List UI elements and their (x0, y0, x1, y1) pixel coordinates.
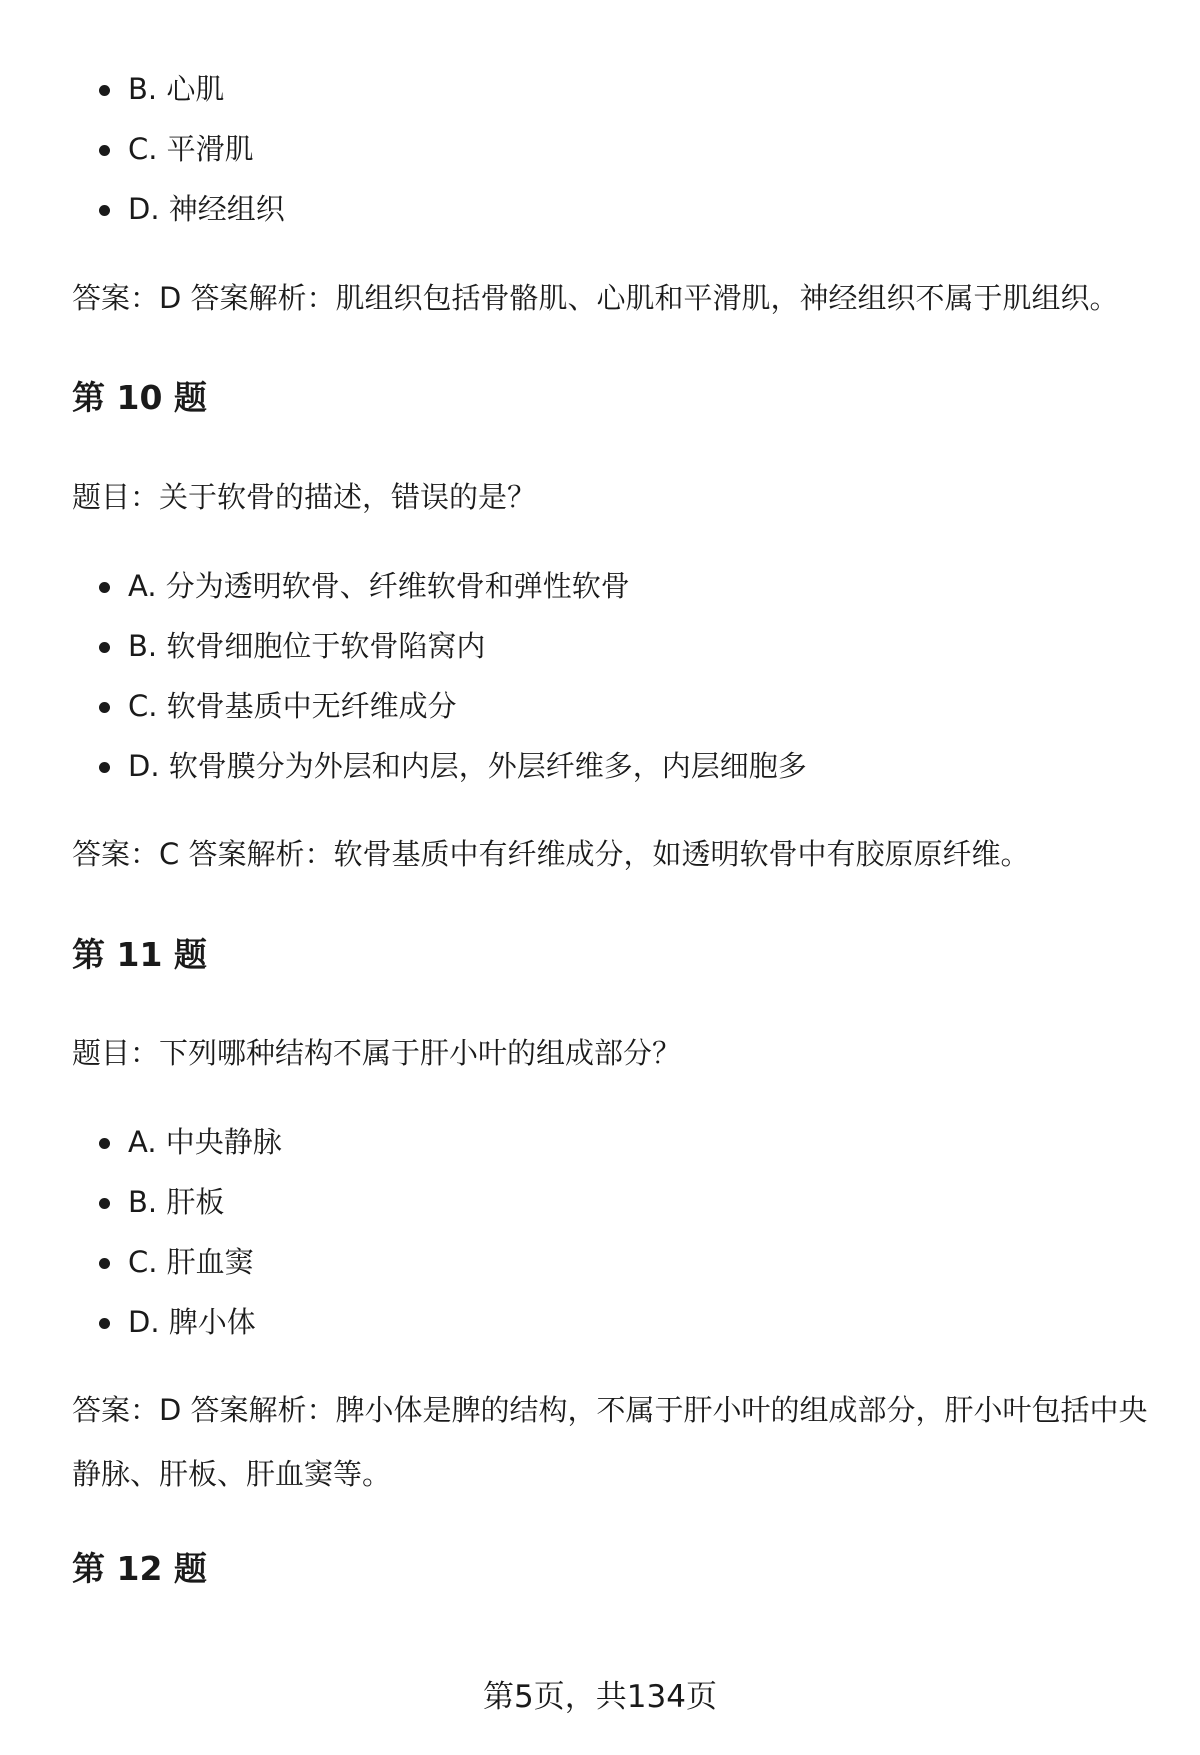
option-item: C. 肝血窦 (72, 1242, 282, 1302)
bullet-icon (99, 145, 110, 156)
option-item: A. 分为透明软骨、纤维软骨和弹性软骨 (72, 566, 807, 626)
q10-answer: 答案：C 答案解析：软骨基质中有纤维成分，如透明软骨中有胶原原纤维。 (72, 837, 1030, 871)
option-item: C. 软骨基质中无纤维成分 (72, 686, 807, 746)
option-item: D. 脾小体 (72, 1302, 282, 1362)
page-number: 第5页，共134页 (483, 1679, 717, 1715)
option-item: D. 神经组织 (72, 189, 285, 249)
bullet-icon (99, 1198, 110, 1209)
q12-heading: 第 12 题 (72, 1549, 207, 1588)
bullet-icon (99, 85, 110, 96)
q9-options (72, 69, 285, 249)
option-item: B. 心肌 (72, 69, 285, 129)
q9-answer: 答案：D 答案解析：肌组织包括骨骼肌、心肌和平滑肌，神经组织不属于肌组织。 (72, 281, 1119, 315)
q10-heading: 第 10 题 (72, 378, 207, 417)
q11-heading: 第 11 题 (72, 935, 207, 974)
option-item: B. 软骨细胞位于软骨陷窝内 (72, 626, 807, 686)
option-item: A. 中央静脉 (72, 1122, 282, 1182)
option-item: C. 平滑肌 (72, 129, 285, 189)
bullet-icon (99, 762, 110, 773)
q11-options (72, 1122, 282, 1362)
bullet-icon (99, 582, 110, 593)
bullet-icon (99, 702, 110, 713)
q11-answer: 答案：D 答案解析：脾小体是脾的结构，不属于肝小叶的组成部分，肝小叶包括中央静脉、肝板、肝血窦等。 (72, 1393, 1148, 1491)
q10-question: 题目：关于软骨的描述，错误的是？ (72, 480, 537, 514)
bullet-icon (99, 205, 110, 216)
bullet-icon (99, 1138, 110, 1149)
option-item: B. 肝板 (72, 1182, 282, 1242)
q11-question: 题目：下列哪种结构不属于肝小叶的组成部分？ (72, 1036, 682, 1070)
option-item: D. 软骨膜分为外层和内层，外层纤维多，内层细胞多 (72, 746, 807, 806)
bullet-icon (99, 1258, 110, 1269)
q10-options (72, 566, 807, 806)
bullet-icon (99, 642, 110, 653)
bullet-icon (99, 1318, 110, 1329)
